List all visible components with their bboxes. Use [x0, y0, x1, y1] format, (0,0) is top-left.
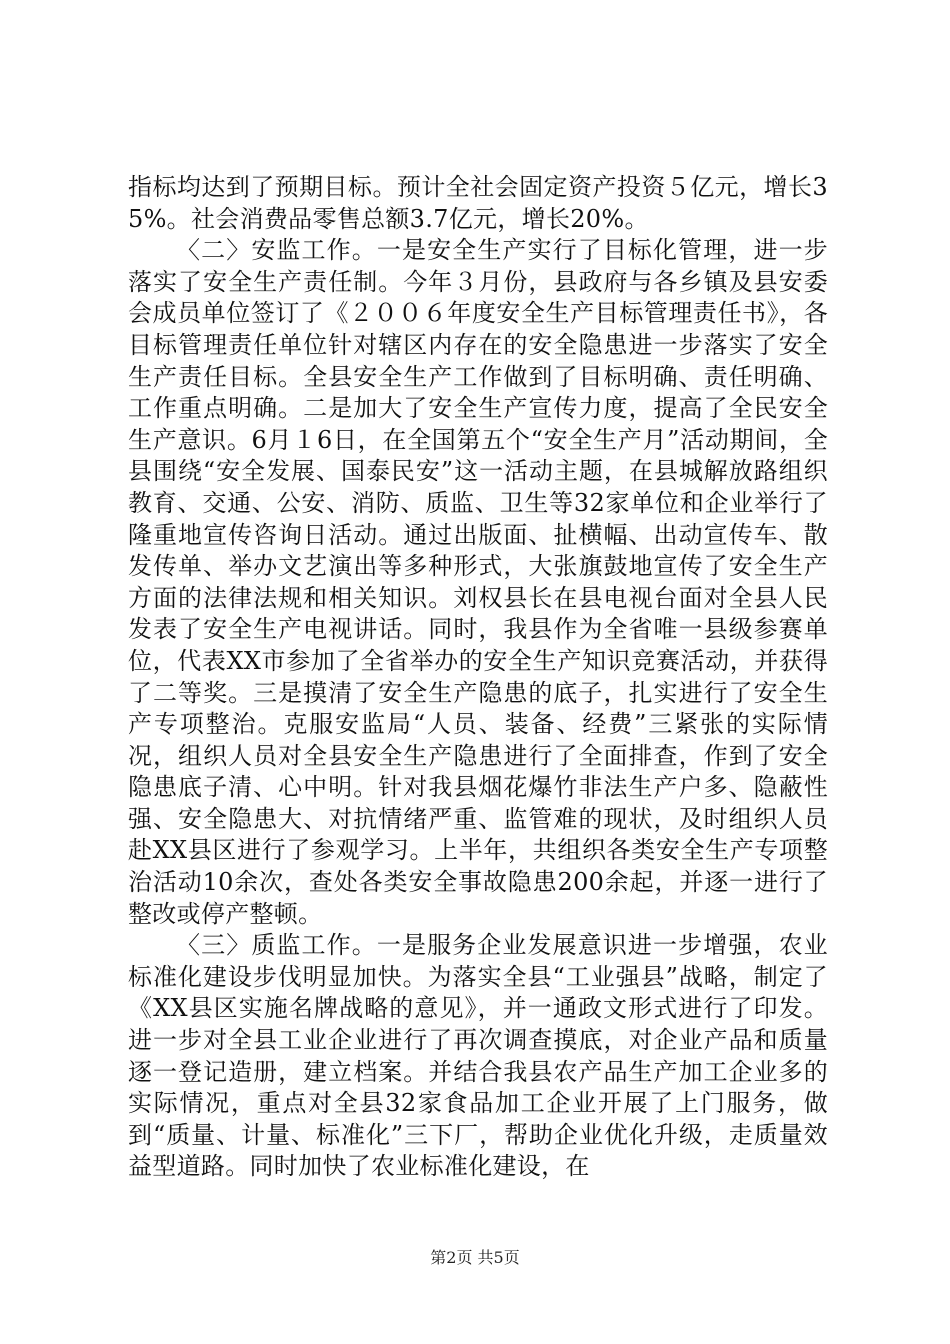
- document-body: [128, 172, 828, 1183]
- paragraph-quality-supervision: 〈三〉质监工作。一是服务企业发展意识进一步增强，农业标准化建设步伐明显加快。为落实全县“工业强县”战略，制定了《XX县区实施名牌战略的意见》，并一通政文形式进行了印发。进一步对全县工业企业进行了再次调查摸底，对企业产品和质量逐一登记造册，建立档案。并结合我县农产品生产加工企业多的实际情况，重点对全县32家食品加工企业开展了上门服务，做到“质量、计量、标准化”三下厂，帮助企业优化升级，走质量效益型道路。同时加快了农业标准化建设，在: [128, 931, 828, 1181]
- paragraph-continuation: 指标均达到了预期目标。预计全社会固定资产投资５亿元，增长35%。社会消费品零售总额3.7亿元，增长20%。: [128, 173, 828, 233]
- page-footer: 第2页 共5页: [430, 1248, 520, 1267]
- paragraph-safety-supervision: 〈二〉安监工作。一是安全生产实行了目标化管理，进一步落实了安全生产责任制。今年３月份，县政府与各乡镇及县安委会成员单位签订了《２００６年度安全生产目标管理责任书》，各目标管理责任单位针对辖区内存在的安全隐患进一步落实了安全生产责任目标。全县安全生产工作做到了目标明确、责任明确、工作重点明确。二是加大了安全生产宣传力度，提高了全民安全生产意识。6月１6日，在全国第五个“安全生产月”活动期间，全县围绕“安全发展、国泰民安”这一活动主题，在县城解放路组织教育、交通、公安、消防、质监、卫生等32家单位和企业举行了隆重地宣传咨询日活动。通过出版面、扯横幅、出动宣传车、散发传单、举办文艺演出等多种形式，大张旗鼓地宣传了安全生产方面的法律法规和相关知识。刘权县长在县电视台面对全县人民发表了安全生产电视讲话。同时，我县作为全省唯一县级参赛单位，代表XX市参加了全省举办的安全生产知识竞赛活动，并获得了二等奖。三是摸清了安全生产隐患的底子，扎实进行了安全生产专项整治。克服安监局“人员、装备、经费”三紧张的实际情况，组织人员对全县安全生产隐患进行了全面排查，作到了安全隐患底子清、心中明。针对我县烟花爆竹非法生产户多、隐蔽性强、安全隐患大、对抗情绪严重、监管难的现状，及时组织人员赴XX县区进行了参观学习。上半年，共组织各类安全生产专项整治活动10余次，查处各类安全事故隐患200余起，并逐一进行了整改或停产整顿。: [128, 236, 828, 928]
